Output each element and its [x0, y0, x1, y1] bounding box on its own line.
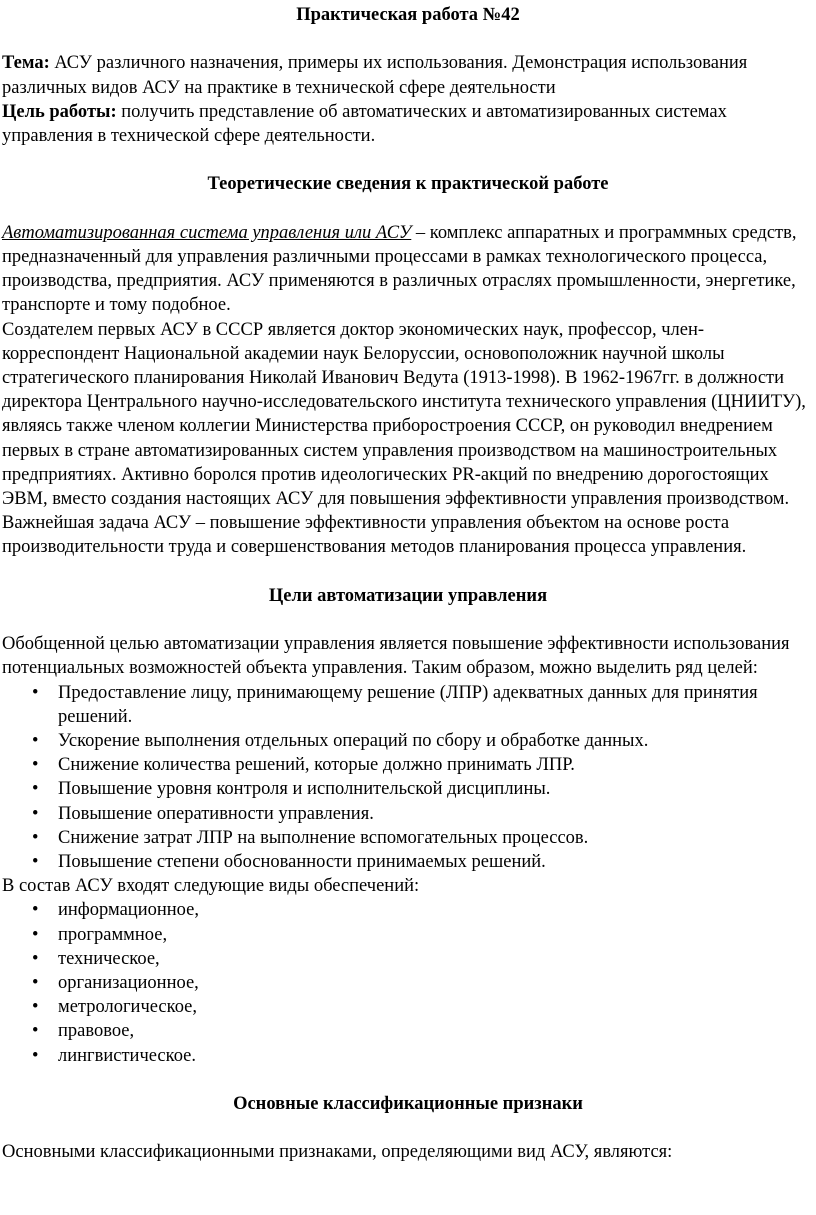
- topic-paragraph: [2, 51, 814, 99]
- list-item: • организационное,: [2, 971, 814, 995]
- list-item: • Повышение степени обоснованности принимаемых решений.: [2, 850, 814, 874]
- definition-paragraph: [2, 221, 814, 318]
- classification-intro: Основными классификационными признаками, определяющими вид АСУ, являются:: [2, 1142, 673, 1163]
- list-item: • информационное,: [2, 898, 814, 922]
- list-item: • Повышение оперативности управления.: [2, 802, 814, 826]
- spacer: [2, 1068, 814, 1092]
- topic-text: АСУ различного назначения, примеры их использования. Демонстрация использования различных видов АСУ на практике в технической сфере деятельности: [2, 53, 748, 98]
- list-item: • Ускорение выполнения отдельных операций по сбору и обработке данных.: [2, 729, 814, 753]
- goal-label: Цель работы:: [2, 101, 117, 122]
- list-item: • Снижение количества решений, которые должно принимать ЛПР.: [2, 753, 814, 777]
- spacer: [2, 148, 814, 172]
- list-item: • техническое,: [2, 947, 814, 971]
- spacer: [2, 560, 814, 584]
- goals-list: [2, 681, 814, 875]
- spacer: [2, 27, 814, 51]
- theory-heading: Теоретические сведения к практической работе: [207, 174, 609, 195]
- goal-paragraph: [2, 100, 814, 148]
- goals-heading: Цели автоматизации управления: [268, 585, 548, 606]
- page-title: Практическая работа №42: [296, 5, 520, 25]
- history-paragraph: Создателем первых АСУ в СССР является доктор экономических наук, профессор, член-корреспондент Национальной академии наук Белоруссии, основоположник научной школы стратегического планирования Николай Иванович Ведута (1913-1998). В 1962-1967гг. в должности директора Центрального научно-исследовательского института технического управления (ЦНИИТУ), являясь также членом коллегии Министерства приборостроения СССР, он руководил внедрением первых в стране автоматизированных систем управления производством на машиностроительных предприятиях. Активно боролся против идеологических PR-акций по внедрению дорогостоящих ЭВМ, вместо создания настоящих АСУ для повышения эффективности управления производством.: [2, 319, 806, 510]
- list-item: • метрологическое,: [2, 995, 814, 1019]
- goal-text: получить представление об автоматических и автоматизированных системах управления в технической сфере деятельности.: [2, 101, 727, 146]
- list-item: • программное,: [2, 923, 814, 947]
- spacer: [2, 1116, 814, 1140]
- term-asu: Автоматизированная система управления или АСУ: [2, 222, 412, 243]
- list-item: • лингвистическое.: [2, 1044, 814, 1068]
- support-intro: В состав АСУ входят следующие виды обеспечений:: [2, 876, 420, 897]
- definition-text: – комплекс аппаратных и программных средств, предназначенный для управления различными процессами в рамках технологического процесса, производства, предприятия. АСУ применяются в различных отраслях промышленности, энергетике, транспорте и тому подобное.: [2, 222, 797, 316]
- list-item: • Снижение затрат ЛПР на выполнение вспомогательных процессов.: [2, 826, 814, 850]
- list-item: • Повышение уровня контроля и исполнительской дисциплины.: [2, 777, 814, 801]
- list-item: • правовое,: [2, 1019, 814, 1043]
- topic-label: Тема:: [2, 53, 50, 74]
- document-content: [2, 3, 814, 1165]
- support-list: [2, 898, 814, 1067]
- classification-heading: Основные классификационные признаки: [233, 1094, 583, 1115]
- goals-intro: Обобщенной целью автоматизации управления является повышение эффективности использования потенциальных возможностей объекта управления. Таким образом, можно выделить ряд целей:: [2, 634, 790, 679]
- spacer: [2, 608, 814, 632]
- list-item: • Предоставление лицу, принимающему решение (ЛПР) адекватных данных для принятия решений.: [2, 681, 814, 729]
- spacer: [2, 197, 814, 221]
- task-paragraph: Важнейшая задача АСУ – повышение эффективности управления объектом на основе роста производительности труда и совершенствования методов планирования процесса управления.: [2, 513, 747, 558]
